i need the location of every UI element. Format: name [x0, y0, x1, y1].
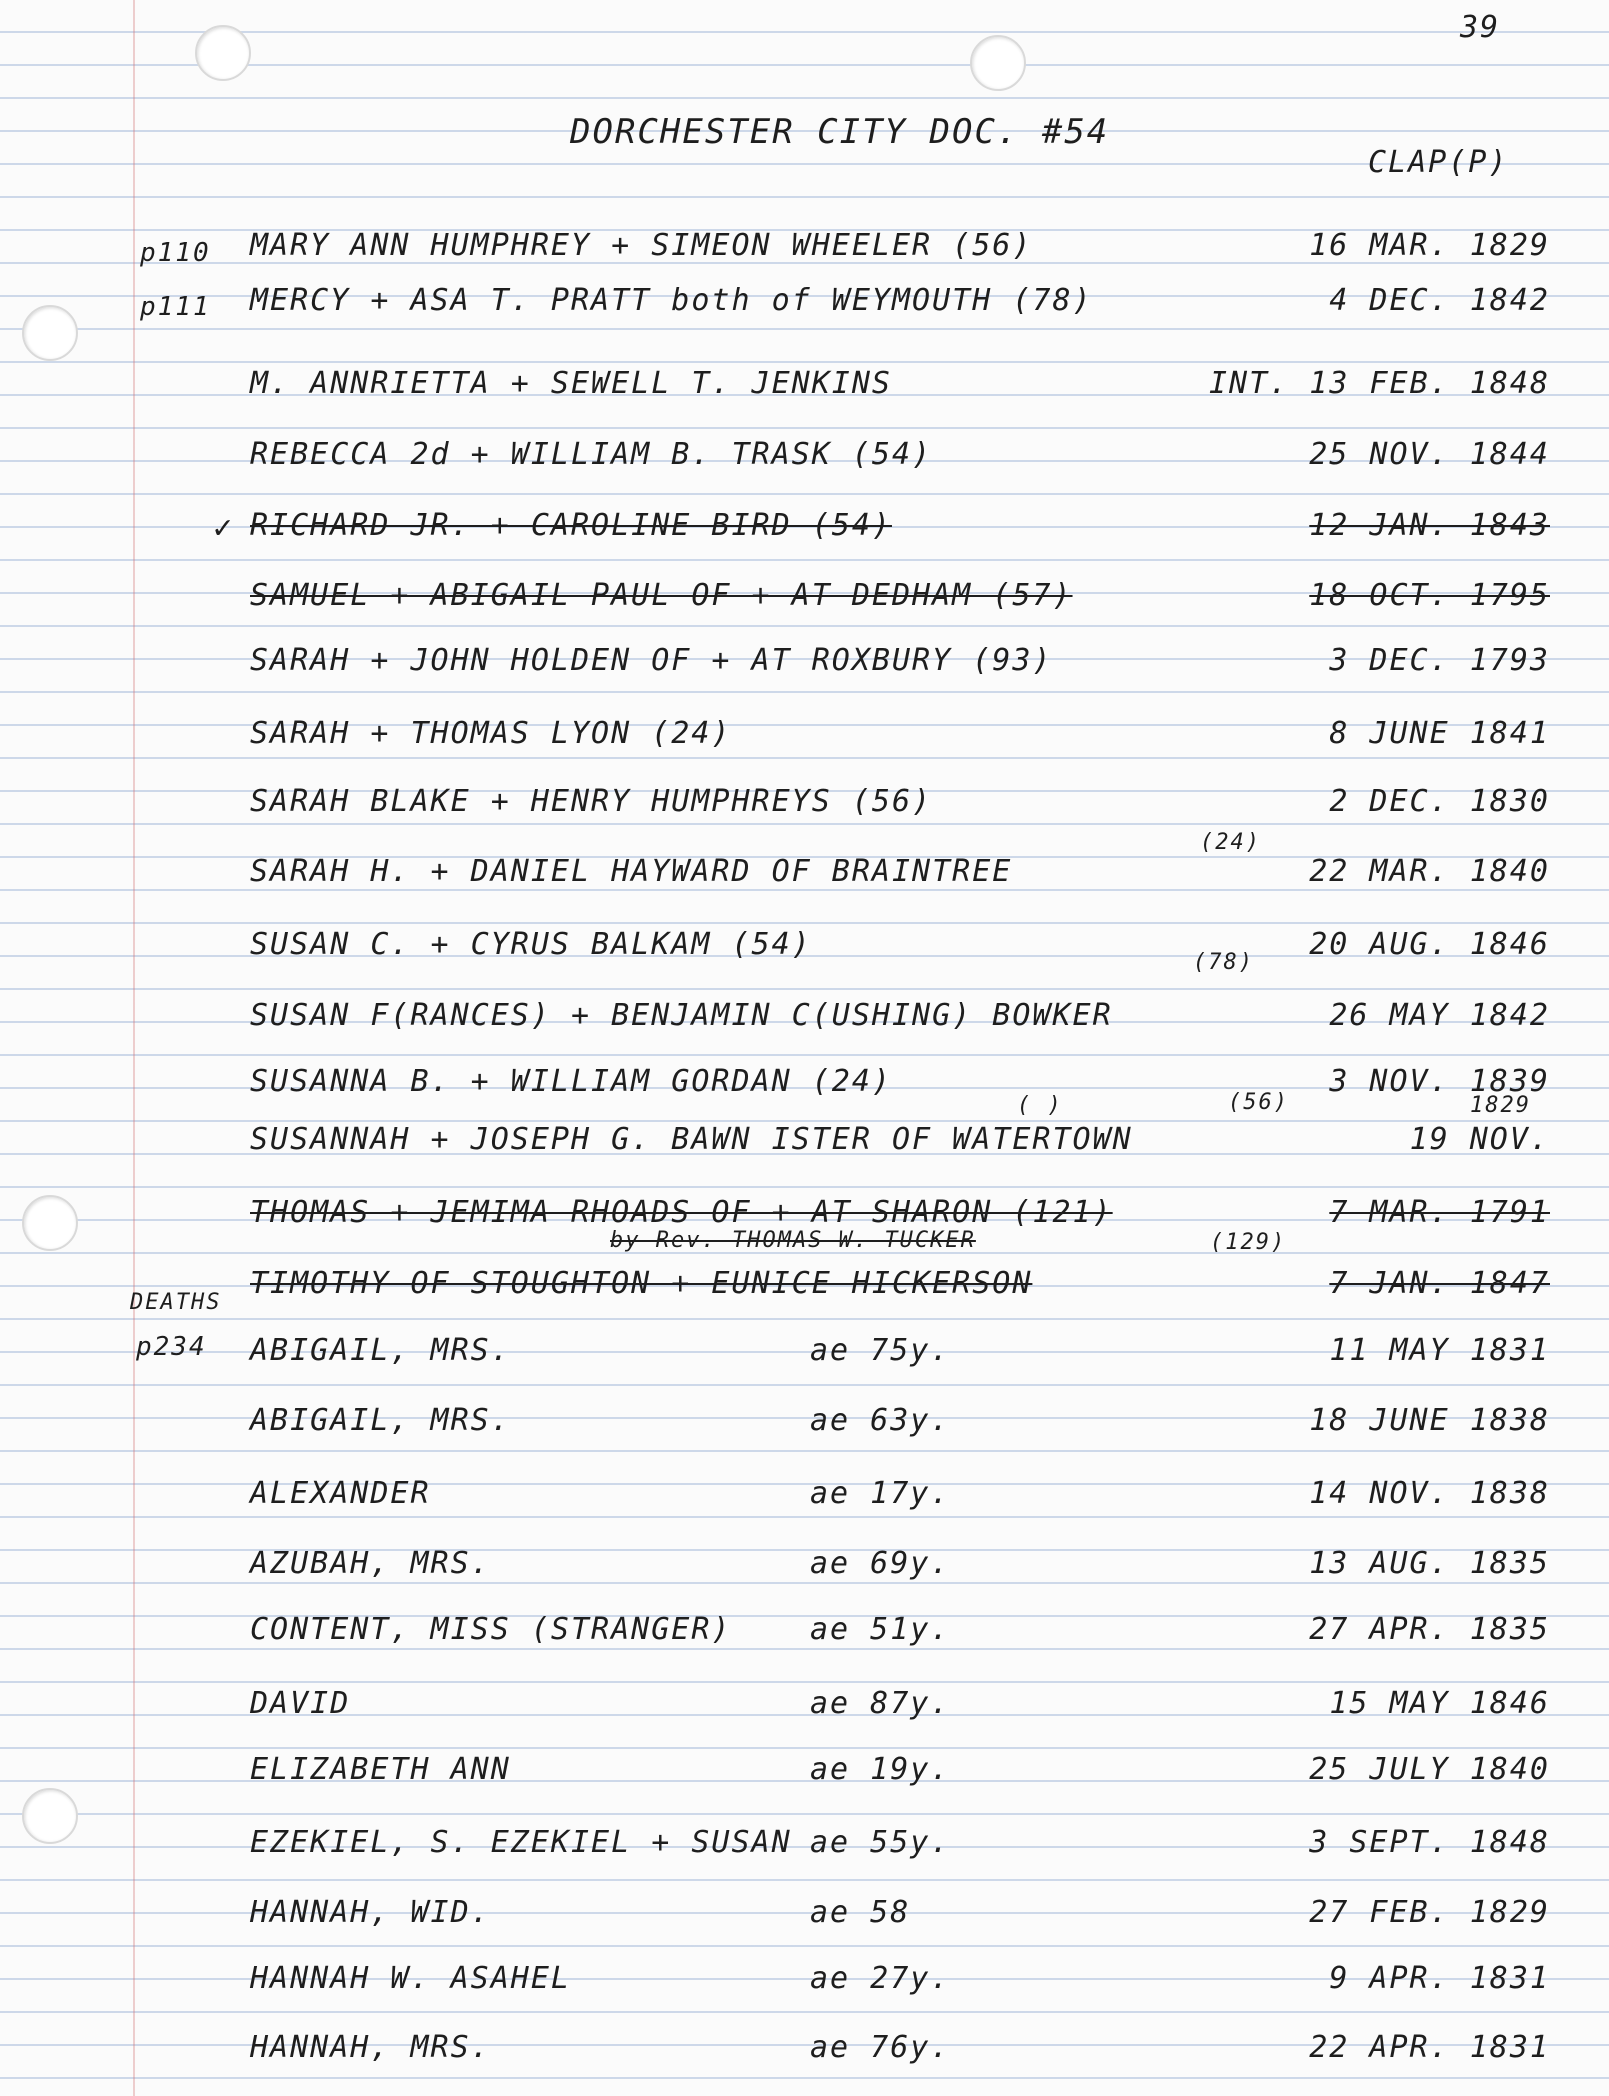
binder-hole-top — [195, 25, 251, 81]
death-date: 22 APR. 1831 — [1309, 2030, 1550, 2065]
surname-label: CLAP(P) — [1368, 145, 1509, 180]
marriage-names: SUSAN F(RANCES) + BENJAMIN C(USHING) BOWKER — [250, 998, 1113, 1033]
marriage-date: 3 NOV. 1839 — [1329, 1064, 1550, 1099]
marriage-names: SUSANNAH + JOSEPH G. BAWN ISTER OF WATERTOWN — [250, 1122, 1133, 1157]
death-date: 3 SEPT. 1848 — [1309, 1825, 1550, 1860]
marriage-date: 4 DEC. 1842 — [1329, 283, 1550, 318]
death-date: 27 FEB. 1829 — [1309, 1895, 1550, 1930]
marriage-row — [250, 927, 1550, 971]
marriage-date: 20 AUG. 1846 — [1309, 927, 1550, 962]
marriage-names: MARY ANN HUMPHREY + SIMEON WHEELER (56) — [250, 228, 1033, 263]
marriage-date: 22 MAR. 1840 — [1309, 854, 1550, 889]
death-name: CONTENT, MISS (STRANGER) — [250, 1612, 732, 1647]
death-name: AZUBAH, MRS. — [250, 1546, 491, 1581]
death-age: ae 58 — [810, 1895, 911, 1930]
death-row — [250, 1895, 1550, 1939]
marriage-names: SARAH + THOMAS LYON (24) — [250, 716, 732, 751]
marriage-row — [250, 578, 1550, 622]
marriage-names: SUSANNA B. + WILLIAM GORDAN (24) — [250, 1064, 892, 1099]
marriage-date: 7 MAR. 1791 — [1329, 1195, 1550, 1230]
check-mark-icon: ✓ — [213, 508, 233, 546]
marriage-row — [250, 716, 1550, 760]
death-name: EZEKIEL, S. EZEKIEL + SUSAN — [250, 1825, 792, 1860]
death-age: ae 51y. — [810, 1612, 951, 1647]
death-date: 25 JULY 1840 — [1309, 1752, 1550, 1787]
death-row — [250, 1476, 1550, 1520]
death-row — [250, 1333, 1550, 1377]
annotation-bawn-paren: ( ) — [1017, 1093, 1063, 1118]
marriage-row — [250, 784, 1550, 828]
annotation-rev-ref: (129) — [1210, 1230, 1287, 1255]
side-label-p110: p110 — [140, 238, 211, 268]
marriage-date: 18 OCT. 1795 — [1309, 578, 1550, 613]
marriage-names: MERCY + ASA T. PRATT both of WEYMOUTH (78) — [250, 283, 1093, 318]
death-row — [250, 1546, 1550, 1590]
marriage-date: 3 DEC. 1793 — [1329, 643, 1550, 678]
death-row — [250, 1686, 1550, 1730]
marriage-row — [250, 1266, 1550, 1310]
death-row — [250, 1752, 1550, 1796]
death-name: HANNAH, MRS. — [250, 2030, 491, 2065]
marriage-names: SAMUEL + ABIGAIL PAUL OF + AT DEDHAM (57) — [250, 578, 1073, 613]
marriage-row — [250, 228, 1550, 272]
death-row — [250, 2030, 1550, 2074]
death-row — [250, 1612, 1550, 1656]
page-number: 39 — [1460, 10, 1501, 45]
marriage-date: 8 JUNE 1841 — [1329, 716, 1550, 751]
binder-hole-middle — [22, 1195, 78, 1251]
death-age: ae 19y. — [810, 1752, 951, 1787]
marriage-names: M. ANNRIETTA + SEWELL T. JENKINS — [250, 366, 892, 401]
death-name: ALEXANDER — [250, 1476, 431, 1511]
death-age: ae 75y. — [810, 1333, 951, 1368]
marriage-names: RICHARD JR. + CAROLINE BIRD (54) — [250, 508, 892, 543]
death-row — [250, 1825, 1550, 1869]
death-age: ae 27y. — [810, 1961, 951, 1996]
marriage-row — [250, 437, 1550, 481]
marriage-date: 7 JAN. 1847 — [1329, 1266, 1550, 1301]
marriage-names: TIMOTHY OF STOUGHTON + EUNICE HICKERSON — [250, 1266, 1033, 1301]
death-date: 18 JUNE 1838 — [1309, 1403, 1550, 1438]
marriage-names: SARAH BLAKE + HENRY HUMPHREYS (56) — [250, 784, 933, 819]
death-name: ELIZABETH ANN — [250, 1752, 511, 1787]
death-name: ABIGAIL, MRS. — [250, 1333, 511, 1368]
death-date: 13 AUG. 1835 — [1309, 1546, 1550, 1581]
marriage-row — [250, 1064, 1550, 1108]
death-name: HANNAH W. ASAHEL — [250, 1961, 571, 1996]
annotation-rev-line: by Rev. THOMAS W. TUCKER — [610, 1228, 976, 1253]
binder-hole-upper — [22, 305, 78, 361]
marriage-row — [250, 998, 1550, 1042]
death-date: 11 MAY 1831 — [1329, 1333, 1550, 1368]
death-row — [250, 1403, 1550, 1447]
marriage-names: SUSAN C. + CYRUS BALKAM (54) — [250, 927, 812, 962]
page-title: DORCHESTER CITY DOC. #54 — [570, 112, 1110, 152]
death-age: ae 17y. — [810, 1476, 951, 1511]
annotation-year-1829: 1829 — [1470, 1093, 1531, 1118]
marriage-date: 16 MAR. 1829 — [1309, 228, 1550, 263]
marriage-row — [250, 283, 1550, 327]
death-row — [250, 1961, 1550, 2005]
marriage-names: REBECCA 2d + WILLIAM B. TRASK (54) — [250, 437, 933, 472]
marriage-row — [250, 366, 1550, 410]
death-age: ae 63y. — [810, 1403, 951, 1438]
marriage-row — [250, 643, 1550, 687]
annotation-watertown-ref: (56) — [1228, 1090, 1289, 1115]
marriage-date: 12 JAN. 1843 — [1309, 508, 1550, 543]
marriage-date: 2 DEC. 1830 — [1329, 784, 1550, 819]
marriage-row — [250, 854, 1550, 898]
annotation-bowker-ref: (78) — [1193, 950, 1254, 975]
annotation-braintree-ref: (24) — [1200, 830, 1261, 855]
death-name: ABIGAIL, MRS. — [250, 1403, 511, 1438]
death-date: 14 NOV. 1838 — [1309, 1476, 1550, 1511]
marriage-names: SARAH H. + DANIEL HAYWARD OF BRAINTREE — [250, 854, 1013, 889]
marriage-date: 25 NOV. 1844 — [1309, 437, 1550, 472]
side-label-p234: p234 — [136, 1332, 207, 1362]
marriage-date: 19 NOV. — [1409, 1122, 1550, 1157]
marriage-row — [250, 508, 1550, 552]
marriage-date: 26 MAY 1842 — [1329, 998, 1550, 1033]
marriage-row — [250, 1122, 1550, 1166]
binder-hole-top-right — [970, 35, 1026, 91]
death-age: ae 55y. — [810, 1825, 951, 1860]
marriage-names: SARAH + JOHN HOLDEN OF + AT ROXBURY (93) — [250, 643, 1053, 678]
side-label-deaths: DEATHS — [130, 1290, 222, 1315]
death-date: 27 APR. 1835 — [1309, 1612, 1550, 1647]
death-name: DAVID — [250, 1686, 351, 1721]
binder-hole-lower — [22, 1788, 78, 1844]
death-name: HANNAH, WID. — [250, 1895, 491, 1930]
death-age: ae 69y. — [810, 1546, 951, 1581]
marriage-names: THOMAS + JEMIMA RHOADS OF + AT SHARON (121) — [250, 1195, 1113, 1230]
marriage-date: INT. 13 FEB. 1848 — [1208, 366, 1550, 401]
death-date: 9 APR. 1831 — [1329, 1961, 1550, 1996]
death-age: ae 87y. — [810, 1686, 951, 1721]
death-age: ae 76y. — [810, 2030, 951, 2065]
side-label-p111: p111 — [140, 292, 211, 322]
death-date: 15 MAY 1846 — [1329, 1686, 1550, 1721]
